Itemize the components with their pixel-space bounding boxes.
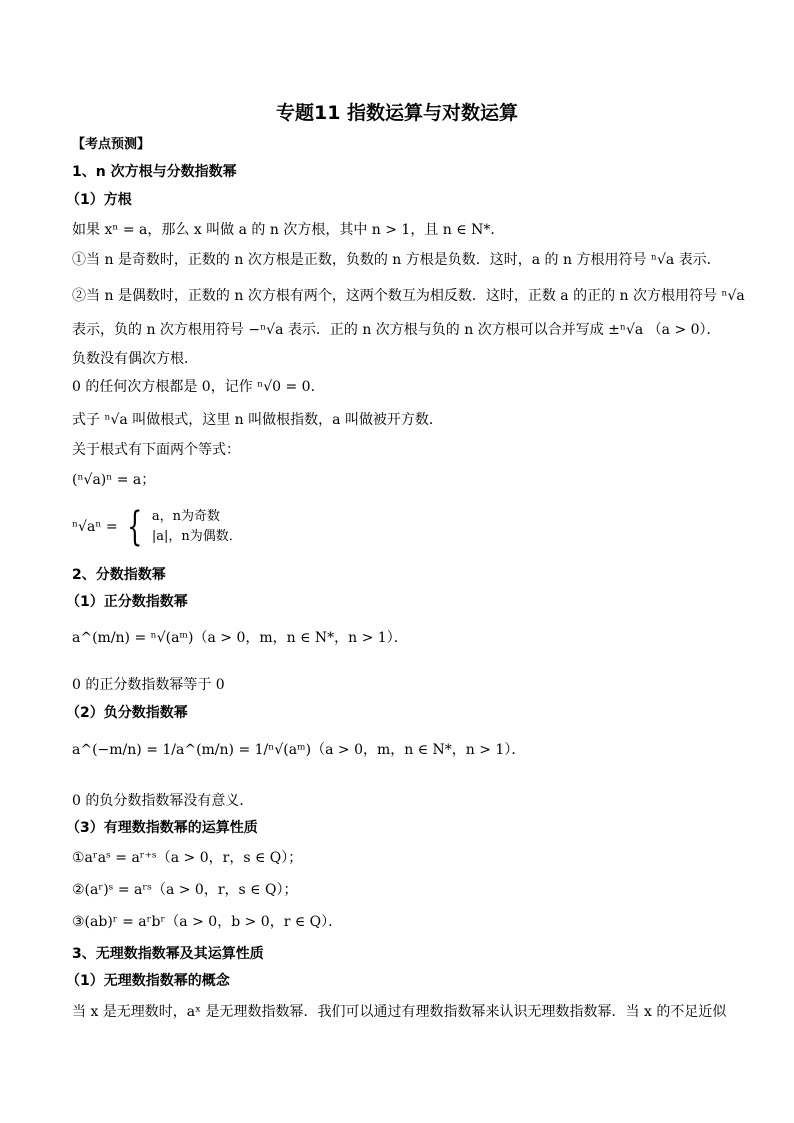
s2-heading: 2、分数指数幂 <box>72 567 166 583</box>
brace-glyph: { <box>127 504 143 550</box>
s1-eq1: (ⁿ√a)ⁿ = a； <box>72 472 156 488</box>
s1-equalities: 关于根式有下面两个等式： <box>72 442 240 458</box>
s1-heading: 1、n 次方根与分数指数幂 <box>72 164 237 180</box>
s2-p3: ③(ab)ʳ = aʳbʳ（a > 0，b > 0，r ∈ Q）． <box>72 914 343 930</box>
s1-eq2 <box>72 505 242 549</box>
s2-sub2: （2）负分数指数幂 <box>66 705 188 721</box>
s1-odd: ①当 n 是奇数时，正数的 n 次方根是正数，负数的 n 方根是负数．这时，a 的 n 方根用符号 ⁿ√a 表示． <box>72 252 721 268</box>
s2-pos-formula: a^(m/n) = ⁿ√(aᵐ)（a > 0，m，n ∈ N*，n > 1）． <box>72 630 408 646</box>
page-title: 专题11 指数运算与对数运算 <box>275 102 519 124</box>
s1-zero: 0 的任何次方根都是 0，记作 ⁿ√0 = 0． <box>72 379 325 395</box>
s1-sub1: （1）方根 <box>66 192 132 208</box>
s2-p2: ②(aʳ)ˢ = aʳˢ（a > 0，r，s ∈ Q）； <box>72 882 298 898</box>
s3-sub1: （1）无理数指数幂的概念 <box>66 973 230 989</box>
s3-text: 当 x 是无理数时，aˣ 是无理数指数幂．我们可以通过有理数指数幂来认识无理数指数幂．当 x 的不足近似 <box>72 1004 727 1020</box>
s1-even-a: ②当 n 是偶数时，正数的 n 次方根有两个，这两个数互为相反数．这时，正数 a 的正的 n 次方根用符号 ⁿ√a <box>72 288 745 304</box>
s2-neg-zero: 0 的负分数指数幂没有意义． <box>72 793 254 809</box>
s1-def: 如果 xⁿ = a，那么 x 叫做 a 的 n 次方根，其中 n > 1，且 n ∈ N*． <box>72 222 505 238</box>
s1-eq2-cases <box>152 507 242 547</box>
s3-heading: 3、无理数指数幂及其运算性质 <box>72 946 264 962</box>
section-heading: 【考点预测】 <box>72 137 151 152</box>
s1-even-b: 表示，负的 n 次方根用符号 −ⁿ√a 表示．正的 n 次方根与负的 n 次方根可以合并写成 ±ⁿ√a （a > 0）． <box>72 322 721 338</box>
s1-eq2-case1: a，n为奇数 <box>151 509 221 524</box>
s1-eq2-lhs: ⁿ√aⁿ = <box>72 519 118 535</box>
s1-neg: 负数没有偶次方根． <box>72 351 198 367</box>
s2-pos-zero: 0 的正分数指数幂等于 0 <box>72 677 225 693</box>
s2-p1: ①aʳaˢ = aʳ⁺ˢ（a > 0，r，s ∈ Q）； <box>72 850 303 866</box>
s2-neg-formula: a^(−m/n) = 1/a^(m/n) = 1/ⁿ√(aᵐ)（a > 0，m，n ∈ N*，n > 1）． <box>72 742 526 758</box>
s2-sub3: （3）有理数指数幂的运算性质 <box>66 820 258 836</box>
s2-sub1: （1）正分数指数幂 <box>66 594 188 610</box>
s1-radical: 式子 ⁿ√a 叫做根式，这里 n 叫做根指数，a 叫做被开方数． <box>72 412 443 428</box>
s1-eq2-case2: |a|，n为偶数． <box>151 529 242 544</box>
